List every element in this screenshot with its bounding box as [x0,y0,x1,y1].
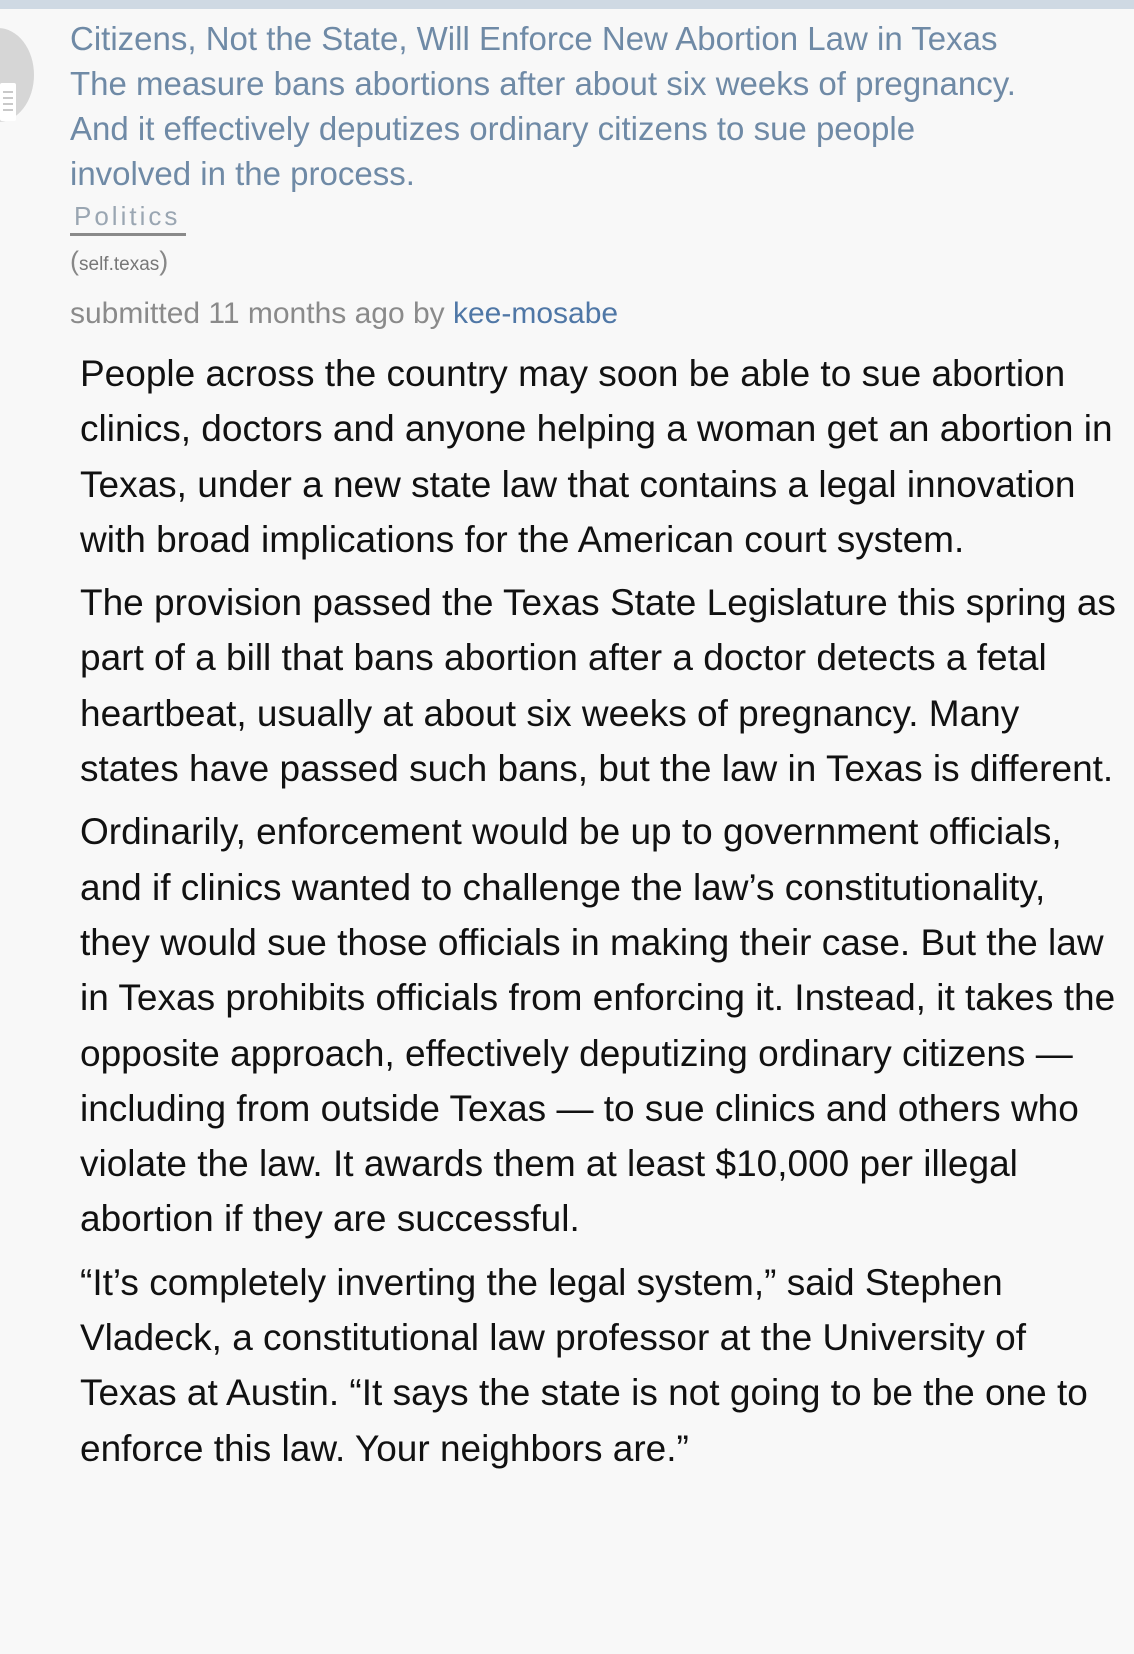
post-header [70,16,1120,334]
post-title-line: involved in the process. [70,155,415,192]
top-bar [0,0,1134,9]
post-thumbnail[interactable] [0,28,34,122]
domain-text: self.texas [79,254,160,275]
author-link[interactable]: kee-mosabe [453,297,619,330]
domain-open-paren: ( [70,246,79,276]
post-flair[interactable]: Politics [70,199,186,236]
post-title-line: And it effectively deputizes ordinary citizens to sue people [70,110,916,147]
body-paragraph: People across the country may soon be able to sue abortion clinics, doctors and anyone helping a woman get an abortion in Texas, under a new state law that contains a legal innovation with broad implications for the American court system. [80,353,1113,560]
tagline-prefix: submitted 11 months ago by [70,297,453,330]
body-paragraph: “It’s completely inverting the legal system,” said Stephen Vladeck, a constitutional law professor at the University of Texas at Austin. “It says the state is not going to be the one to enforce this law. Your neighbors are.” [80,1261,1088,1469]
post-title-line: Citizens, Not the State, Will Enforce New Abortion Law in Texas [70,20,998,57]
post-tagline [70,294,1120,334]
self-post-icon [0,83,16,121]
post-title-line: The measure bans abortions after about six weeks of pregnancy. [70,65,1016,102]
post-body [80,346,1120,1484]
body-paragraph: The provision passed the Texas State Legislature this spring as part of a bill that bans abortion after a doctor detects a fetal heartbeat, usually at about six weeks of pregnancy. Many states have passed such bans, but the law in Texas is different. [80,582,1116,790]
post-title[interactable] [70,16,1120,196]
body-paragraph: Ordinarily, enforcement would be up to government officials, and if clinics wanted to challenge the law’s constitutionality, they would sue those officials in making their case. But the law in Texas prohibits officials from enforcing it. Instead, it takes the opposite approach, effectively deputizing ordinary citizens — including from outside Texas — to sue clinics and others who violate the law. It awards them at least $10,000 per illegal abortion if they are successful. [80,811,1116,1240]
domain-close-paren: ) [159,246,169,276]
post-domain[interactable] [70,246,1120,280]
post-title-link[interactable] [70,20,1016,192]
